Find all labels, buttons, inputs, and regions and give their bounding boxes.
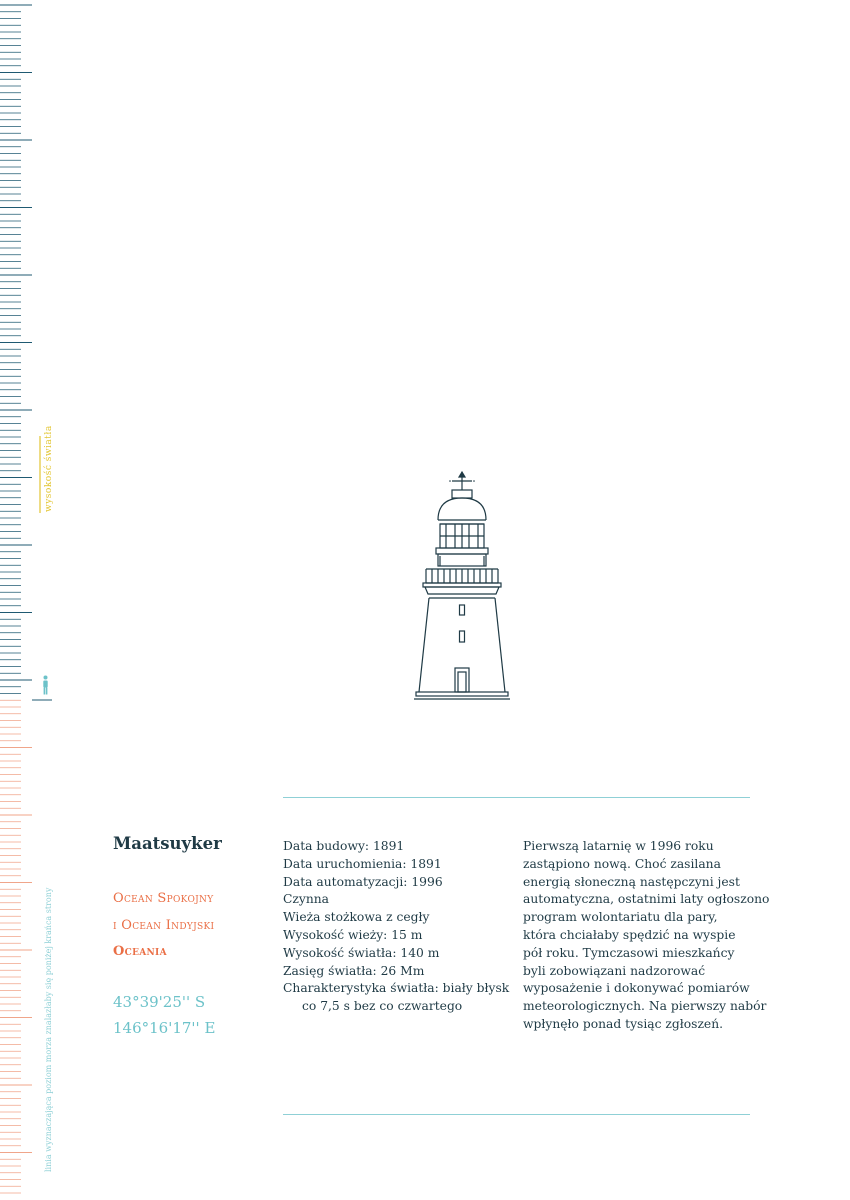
region: Oceania: [113, 944, 167, 959]
description-line: program wolontariatu dla pary,: [523, 910, 718, 925]
fact-item: Data automatyzacji: 1996: [283, 874, 443, 889]
description-line: wyposażenie i dokonywać pomiarów: [523, 981, 750, 996]
description-line: meteorologicznych. Na pierwszy nabór: [523, 999, 767, 1014]
fact-item: Data uruchomienia: 1891: [283, 856, 442, 871]
fact-item: Czynna: [283, 892, 330, 907]
description-line: która chciałaby spędzić na wyspie: [523, 927, 736, 942]
sea-level-note: linia wyznaczająca poziom morza znalazłaby się poniżej krańca strony: [44, 887, 53, 1172]
facts-list: [283, 838, 513, 1016]
fact-item: Wieża stożkowa z cegły: [283, 910, 430, 925]
description-line: byli zobowiązani nadzorować: [523, 963, 706, 978]
fact-item: Wysokość wieży: 15 m: [283, 927, 423, 942]
top-divider: [283, 797, 750, 798]
fact-item: co 7,5 s bez co czwartego: [302, 999, 463, 1014]
description-line: Pierwszą latarnię w 1996 roku: [523, 839, 714, 853]
fact-item: Zasięg światła: 26 Mm: [283, 963, 425, 978]
ocean-line-1: Ocean Spokojny: [113, 891, 214, 906]
fact-item: Charakterystyka światła: biały błysk: [283, 981, 510, 996]
bottom-divider: [283, 1114, 750, 1115]
description-line: energią słoneczną następczyni jest: [523, 874, 740, 889]
description-line: pół roku. Tymczasowi mieszkańcy: [523, 945, 735, 960]
person-icon: [43, 676, 47, 695]
longitude: 146°16'17'' E: [113, 1019, 216, 1037]
fact-item: Wysokość światła: 140 m: [283, 945, 440, 960]
lighthouse-name: Maatsuyker: [113, 834, 222, 853]
light-height-label: wysokość światła: [44, 425, 54, 512]
lighthouse-illustration: [410, 468, 514, 704]
description-line: zastąpiono nową. Choć zasilana: [523, 856, 721, 871]
description: [523, 838, 770, 1034]
fact-item: Data budowy: 1891: [283, 839, 405, 853]
ocean-line-2: i Ocean Indyjski: [113, 918, 215, 933]
description-line: wpłynęło ponad tysiąc zgłoszeń.: [523, 1016, 724, 1031]
latitude: 43°39'25'' S: [113, 993, 206, 1011]
description-line: automatyczna, ostatnimi laty ogłoszono: [523, 892, 770, 907]
